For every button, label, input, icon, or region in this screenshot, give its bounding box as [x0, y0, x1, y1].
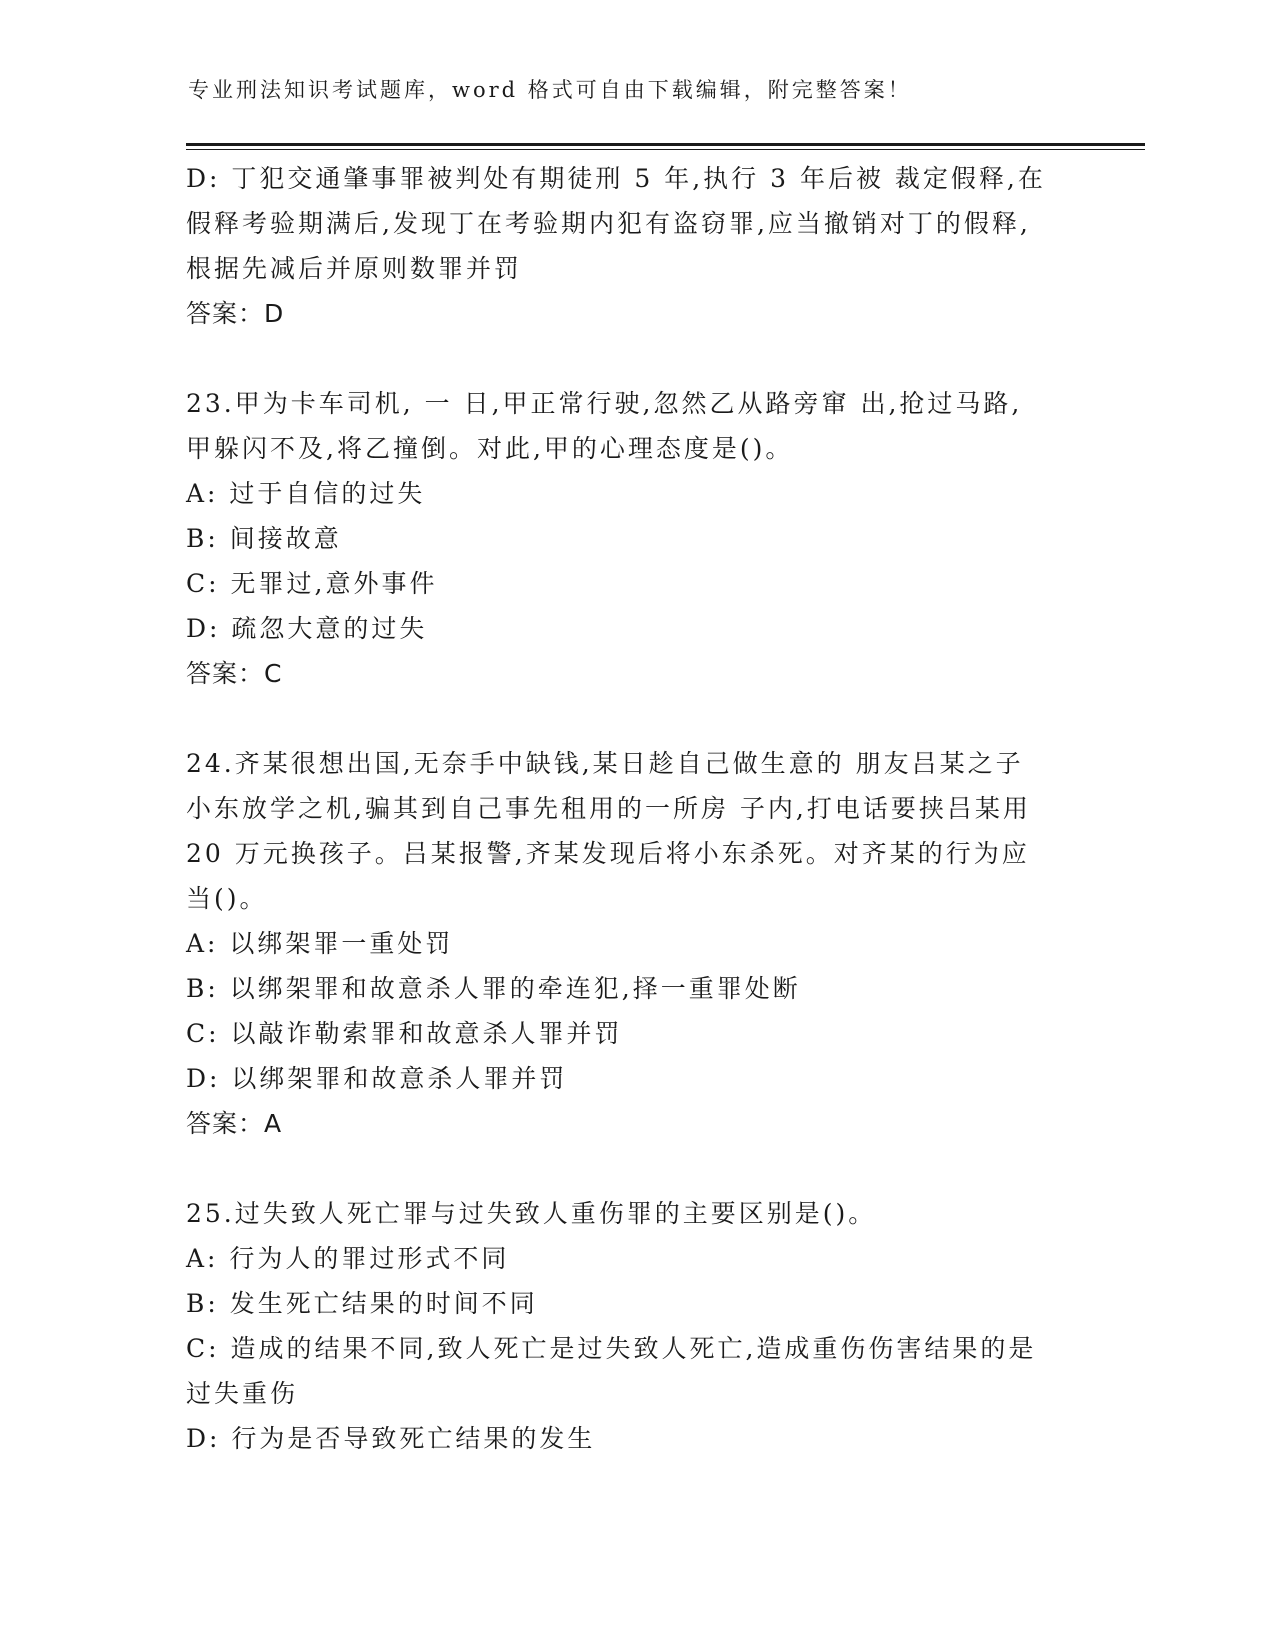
option-a: A: 过于自信的过失: [186, 479, 426, 508]
spacer: [186, 336, 1086, 381]
option-d: D: 疏忽大意的过失: [186, 614, 428, 643]
option-d-line: D: 丁犯交通肇事罪被判处有期徒刑 5 年,执行 3 年后被 裁定假释,在: [186, 164, 1046, 193]
question-stem-line: 20 万元换孩子。吕某报警,齐某发现后将小东杀死。对齐某的行为应: [186, 839, 1030, 868]
option-b: B: 以绑架罪和故意杀人罪的牵连犯,择一重罪处断: [186, 974, 801, 1003]
question-stem-line: 25.过失致人死亡罪与过失致人重伤罪的主要区别是()。: [186, 1199, 877, 1228]
question-23: [186, 381, 1086, 696]
option-c-line: C: 造成的结果不同,致人死亡是过失致人死亡,造成重伤伤害结果的是: [186, 1334, 1037, 1363]
option-a: A: 行为人的罪过形式不同: [186, 1244, 510, 1273]
header-divider-thin: [186, 149, 1145, 150]
document-body: [186, 156, 1086, 1461]
question-stem-line: 24.齐某很想出国,无奈手中缺钱,某日趁自己做生意的 朋友吕某之子: [186, 749, 1024, 778]
option-a: A: 以绑架罪一重处罚: [186, 929, 454, 958]
spacer: [186, 696, 1086, 741]
header-divider: [186, 143, 1145, 151]
option-b: B: 发生死亡结果的时间不同: [186, 1289, 538, 1318]
option-d: D: 行为是否导致死亡结果的发生: [186, 1424, 596, 1453]
question-22-tail: [186, 156, 1086, 336]
question-25: [186, 1191, 1086, 1461]
question-stem-line: 甲躲闪不及,将乙撞倒。对此,甲的心理态度是()。: [186, 434, 794, 463]
answer-line: 答案：A: [186, 1109, 283, 1138]
answer-line: 答案：D: [186, 299, 285, 328]
option-c: C: 以敲诈勒索罪和故意杀人罪并罚: [186, 1019, 623, 1048]
option-d-line: 假释考验期满后,发现丁在考验期内犯有盗窃罪,应当撤销对丁的假释,: [186, 209, 1031, 238]
option-d: D: 以绑架罪和故意杀人罪并罚: [186, 1064, 568, 1093]
option-c: C: 无罪过,意外事件: [186, 569, 438, 598]
question-stem-line: 小东放学之机,骗其到自己事先租用的一所房 子内,打电话要挟吕某用: [186, 794, 1031, 823]
spacer: [186, 1146, 1086, 1191]
option-b: B: 间接故意: [186, 524, 342, 553]
question-stem-line: 当()。: [186, 884, 268, 913]
option-d-line: 根据先减后并原则数罪并罚: [186, 254, 523, 283]
option-c-line: 过失重伤: [186, 1379, 299, 1408]
document-header: 专业刑法知识考试题库，word 格式可自由下载编辑，附完整答案！: [188, 78, 912, 102]
question-stem-line: 23.甲为卡车司机, 一 日,甲正常行驶,忽然乙从路旁窜 出,抢过马路,: [186, 389, 1023, 418]
header-divider-thick: [186, 143, 1145, 146]
question-24: [186, 741, 1086, 1146]
answer-line: 答案：C: [186, 659, 283, 688]
